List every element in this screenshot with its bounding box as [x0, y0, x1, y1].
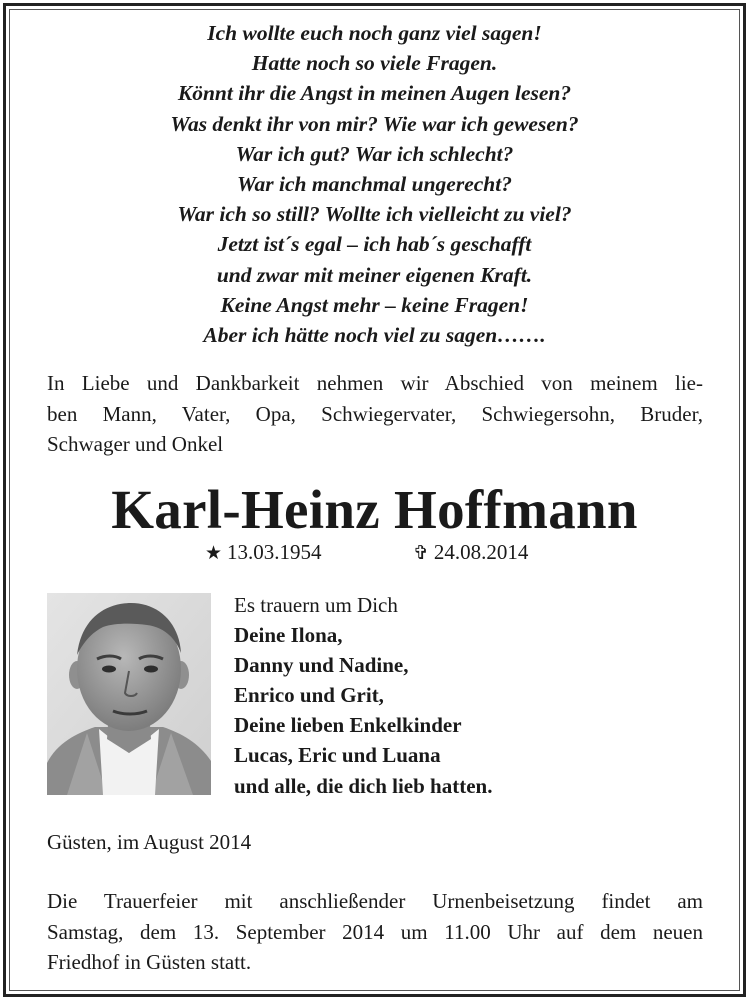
poem — [20, 18, 729, 350]
poem-line: Ich wollte euch noch ganz viel sagen! — [207, 21, 542, 45]
poem-line: Aber ich hätte noch viel zu sagen……. — [203, 323, 546, 348]
poem-line: War ich manchmal ungerecht? — [237, 172, 512, 197]
mourners-heading: Es trauern um Dich — [234, 593, 398, 617]
farewell-text — [47, 368, 703, 460]
mourner-entry: Deine lieben Enkelkinder — [234, 713, 462, 738]
death-date-value: 24.08.2014 — [433, 540, 529, 564]
funeral-line: Die Trauerfeier mit anschließender Urnenbeisetzung findet am — [47, 889, 703, 913]
birth-date — [205, 538, 322, 568]
farewell-line: Schwager und Onkel — [47, 432, 224, 456]
poem-line: und zwar mit meiner eigenen Kraft. — [216, 262, 533, 287]
mourner-entry: und alle, die dich lieb hatten. — [234, 773, 493, 798]
mourners-list — [234, 590, 704, 801]
poem-line: Was denkt ihr von mir? Wie war ich gewesen? — [170, 111, 579, 136]
farewell-line: In Liebe und Dankbarkeit nehmen wir Abschied von meinem lie- — [47, 371, 703, 395]
poem-line: Könnt ihr die Angst in meinen Augen lesen? — [177, 81, 572, 106]
farewell-line: ben Mann, Vater, Opa, Schwiegervater, Schwiegersohn, Bruder, — [47, 401, 703, 426]
cross-icon: ✞ — [413, 543, 429, 564]
funeral-info — [47, 886, 703, 978]
death-date — [413, 538, 528, 568]
mourner-entry: Danny und Nadine, — [234, 653, 409, 678]
place-and-date: Güsten, im August 2014 — [47, 830, 252, 854]
poem-line: Jetzt ist´s egal – ich hab´s geschafft — [217, 232, 532, 257]
funeral-line: Friedhof in Güsten statt. — [47, 950, 252, 974]
star-icon: ★ — [205, 543, 223, 564]
mourner-entry: Enrico und Grit, — [234, 683, 384, 708]
birth-date-value: 13.03.1954 — [227, 540, 322, 564]
mourner-entry: Deine Ilona, — [234, 623, 343, 648]
poem-line: Hatte noch so viele Fragen. — [251, 51, 498, 76]
funeral-line: Samstag, dem 13. September 2014 um 11.00 Uhr auf dem neuen — [47, 919, 703, 944]
portrait-photo — [47, 593, 211, 795]
portrait-photo-illustration — [47, 593, 211, 795]
mourner-entry: Lucas, Eric und Luana — [234, 743, 441, 768]
poem-line: War ich gut? War ich schlecht? — [235, 141, 514, 166]
poem-line: War ich so still? Wollte ich vielleicht zu viel? — [177, 202, 572, 227]
deceased-name: Karl-Heinz Hoffmann — [111, 479, 638, 540]
poem-line: Keine Angst mehr – keine Fragen! — [220, 292, 529, 317]
